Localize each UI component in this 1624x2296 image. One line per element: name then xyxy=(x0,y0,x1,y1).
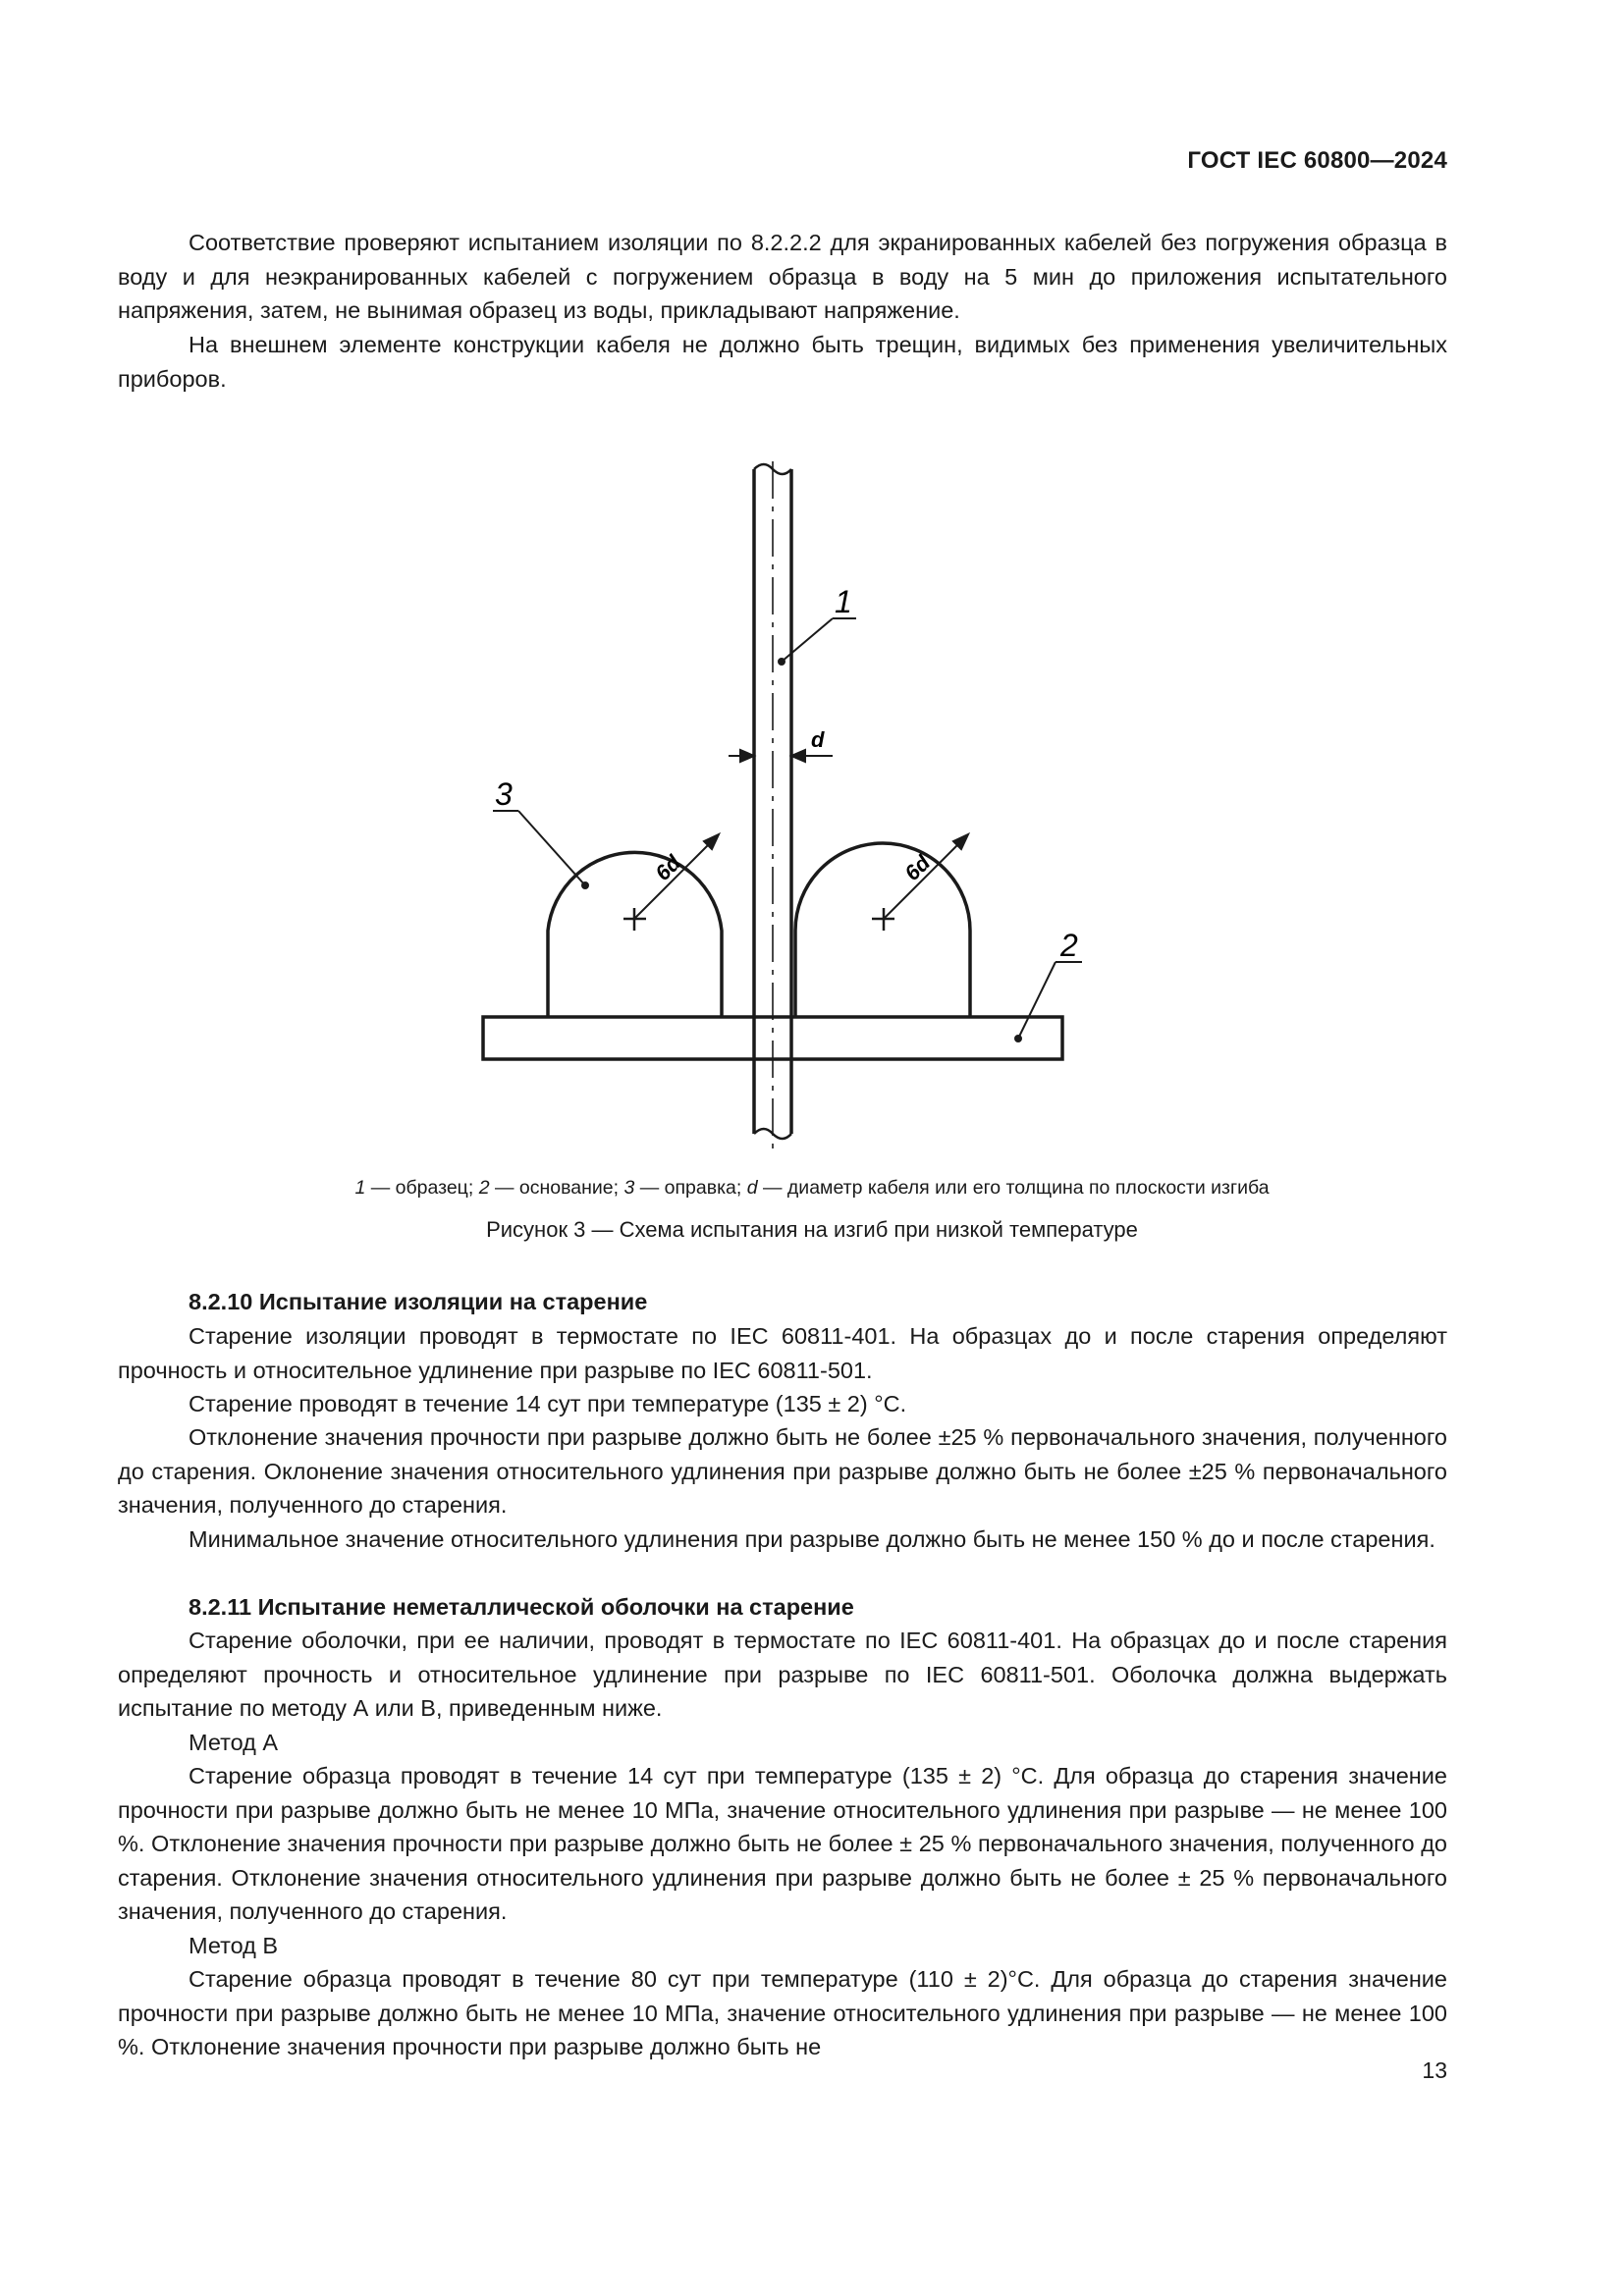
legend-key-3: 3 xyxy=(623,1177,635,1199)
method-a-text: Старение образца проводят в течение 14 сут при температуре (135 ± 2) °С. Для образца до старения значение прочности при разрыве должно быть не менее 10 МПа, значение относительного удлинения при разрыве — не менее 100 %. Отклонение значения прочности при разрыве должно быть не более ± 25 % первоначального значения, полученного до старения. Отклонение значения относительного удлинения при разрыве должно быть не более ± 25 % первоначального значения, полученного до старения. xyxy=(118,1763,1447,1924)
method-b-text: Старение образца проводят в течение 80 сут при температуре (110 ± 2)°С. Для образца до старения значение прочности при разрыве должно быть не менее 10 МПа, значение относительного удлинения при разрыве — не менее 100 %. Отклонение значения прочности при разрыве должно быть не xyxy=(118,1966,1447,2059)
figure-legend xyxy=(0,1177,1624,1200)
d-dimension-label: d xyxy=(811,727,825,752)
left-mandrel xyxy=(548,852,722,1017)
method-b-title: Метод В xyxy=(189,1933,279,1958)
radius-label-right: 6d xyxy=(899,850,936,886)
section-8-2-10-paragraph: Старение проводят в течение 14 сут при температуре (135 ± 2) °С. xyxy=(189,1391,907,1416)
figure-caption: Рисунок 3 — Схема испытания на изгиб при низкой температуре xyxy=(486,1217,1138,1242)
section-heading-8-2-11: 8.2.11 Испытание неметаллической оболочки на старение xyxy=(189,1594,854,1620)
bend-test-figure xyxy=(461,452,1090,1163)
intro-paragraph-1: Соответствие проверяют испытанием изоляции по 8.2.2.2 для экранированных кабелей без погружения образца в воду и для неэкранированных кабелей с погружением образца в воду на 5 мин до приложения испытательного напряжения, затем, не вынимая образец из воды, прикладывают напряжение. xyxy=(118,230,1447,323)
radius-label-left: 6d xyxy=(650,850,686,886)
legend-text-d: — диаметр кабеля или его толщина по плоскости изгиба xyxy=(757,1177,1270,1199)
section-heading-8-2-10: 8.2.10 Испытание изоляции на старение xyxy=(189,1289,648,1314)
bend-test-diagram xyxy=(461,452,1090,1158)
legend-key-2: 2 xyxy=(478,1177,490,1199)
method-a-title: Метод А xyxy=(189,1730,279,1755)
section-8-2-10-paragraph: Старение изоляции проводят в термостате по IEC 60811-401. На образцах до и после старения определяют прочность и относительное удлинение при разрыве по IEC 60811-501. xyxy=(118,1323,1447,1383)
page-number: 13 xyxy=(1422,2057,1447,2083)
intro-paragraph-2: На внешнем элементе конструкции кабеля не должно быть трещин, видимых без применения увеличительных приборов. xyxy=(118,332,1447,392)
legend-text-3: — оправка; xyxy=(634,1177,747,1199)
legend-key-1: 1 xyxy=(354,1177,366,1199)
label-1: 1 xyxy=(835,584,852,619)
legend-key-d: d xyxy=(746,1177,758,1199)
section-8-2-11-paragraph: Старение оболочки, при ее наличии, проводят в термостате по IEC 60811-401. На образцах до и после старения определяют прочность и относительное удлинение при разрыве по IEC 60811-501. Оболочка должна выдержать испытание по методу А или В, приведенным ниже. xyxy=(118,1628,1447,1721)
document-header: ГОСТ IEC 60800—2024 xyxy=(1187,147,1447,174)
section-8-2-10-paragraph: Минимальное значение относительного удлинения при разрыве должно быть не менее 150 % до и после старения. xyxy=(189,1526,1435,1552)
section-8-2-10-paragraph: Отклонение значения прочности при разрыве должно быть не более ±25 % первоначального значения, полученного до старения. Оклонение значения относительного удлинения при разрыве должно быть не более ±25 % первоначального значения, полученного до старения. xyxy=(118,1424,1447,1518)
legend-text-1: — образец; xyxy=(365,1177,479,1199)
label-2: 2 xyxy=(1060,928,1078,963)
label-3: 3 xyxy=(495,776,513,812)
legend-text-2: — основание; xyxy=(489,1177,624,1199)
